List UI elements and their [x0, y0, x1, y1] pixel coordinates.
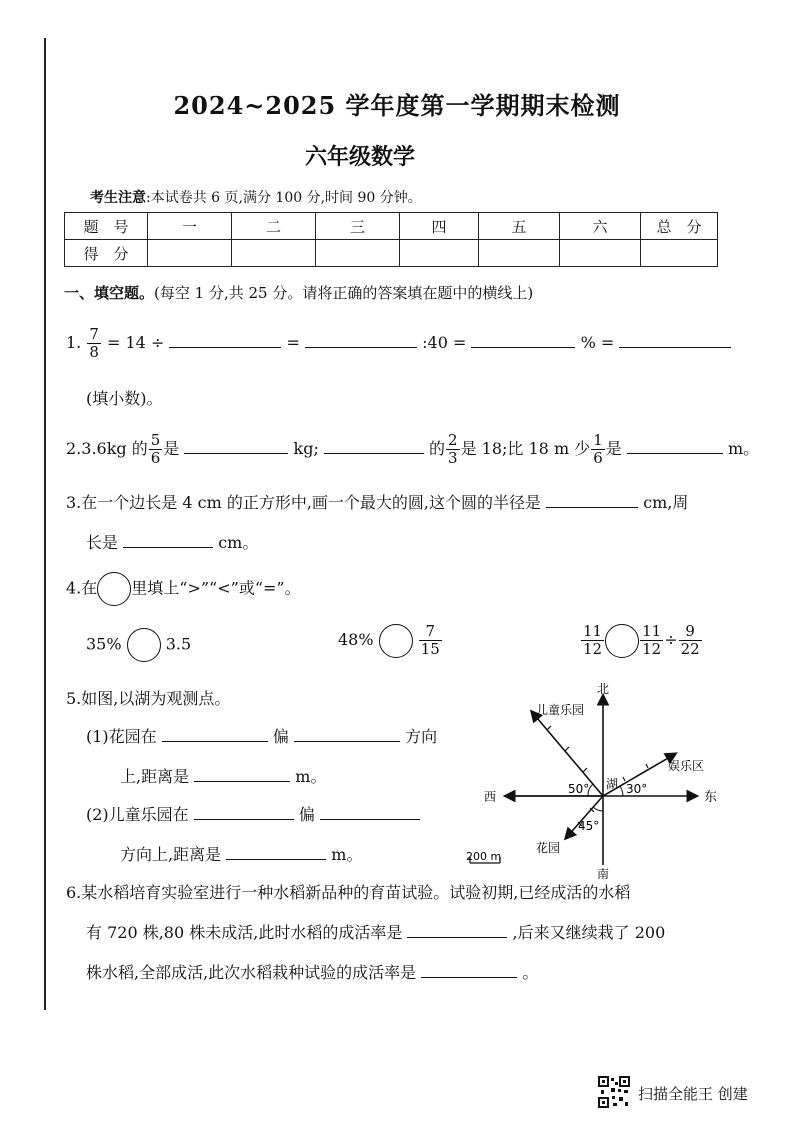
- q5-part-2-line-2: [120, 842, 362, 865]
- q1-blank-4[interactable]: [619, 346, 731, 348]
- q4-c1-circle[interactable]: [127, 628, 161, 662]
- score-header-row: [65, 213, 718, 240]
- q4-c3-operator: ÷: [664, 630, 678, 649]
- q6-blank-2[interactable]: [421, 976, 517, 978]
- q4-text-2: 里填上“>”“<”或“=”。: [131, 578, 301, 598]
- q4-c3-circle[interactable]: [605, 624, 639, 658]
- question-6: [66, 880, 630, 903]
- q4-c2-left: 48%: [338, 630, 374, 649]
- q1-text-1: = 14 ÷: [107, 333, 165, 352]
- q1-note: (填小数)。: [86, 389, 163, 408]
- qr-code-icon: [598, 1076, 630, 1108]
- map-scale-label: 200 m: [466, 850, 502, 863]
- direction-map-diagram: [466, 680, 730, 881]
- q5-number: 5.: [66, 689, 82, 708]
- q5-part-1-line-2: [120, 764, 326, 787]
- question-2: [66, 432, 759, 467]
- question-4: [66, 572, 301, 606]
- q5-p2-a: (2)儿童乐园在: [86, 805, 189, 824]
- q5-text-1: 如图,以湖为观测点。: [81, 689, 231, 708]
- q6-number: 6.: [66, 883, 82, 902]
- map-angle-45: 45°: [578, 819, 600, 833]
- q2-text-1: 3.6kg 的: [81, 439, 148, 458]
- q4-c3-right-fraction-1: [640, 623, 663, 658]
- q5-p2-blank-3[interactable]: [226, 858, 326, 860]
- binding-margin-line: [44, 38, 46, 1010]
- score-row-label: 得 分: [65, 240, 148, 267]
- map-south-label: 南: [597, 867, 610, 881]
- map-kids-park-label: 儿童乐园: [536, 703, 585, 717]
- question-3: [66, 490, 688, 513]
- map-west-label: 西: [484, 790, 497, 804]
- q2-f1-denominator: 6: [150, 449, 161, 467]
- score-cell-total: 总 分: [641, 213, 718, 240]
- q5-p1-c: 方向: [405, 727, 438, 746]
- q5-p1-e: m。: [295, 767, 327, 786]
- q2-blank-2[interactable]: [324, 452, 424, 454]
- q5-p2-blank-1[interactable]: [194, 818, 294, 820]
- q1-text-4: % =: [580, 333, 615, 352]
- map-east-label: 东: [704, 790, 718, 805]
- q4-c1-left: 35%: [86, 634, 122, 654]
- q5-p2-d: m。: [331, 845, 363, 864]
- map-north-label: 北: [597, 682, 610, 696]
- map-lake-label: 湖: [606, 777, 619, 791]
- q1-text-3: :40 =: [422, 333, 467, 352]
- q4-c3-r2-numerator: 9: [679, 623, 702, 641]
- q3-text-1: 在一个边长是 4 cm 的正方形中,画一个最大的圆,这个圆的半径是: [81, 493, 542, 512]
- score-cell-label: 题 号: [65, 213, 148, 240]
- section-1-heading: [64, 282, 533, 303]
- q4-compare-3: [580, 623, 703, 658]
- q4-c2-circle[interactable]: [379, 624, 413, 658]
- score-input[interactable]: [560, 240, 641, 267]
- score-cell-3: 三: [316, 213, 400, 240]
- q1-text-2: =: [286, 333, 300, 352]
- q5-p1-b: 偏: [272, 727, 289, 746]
- score-input[interactable]: [148, 240, 232, 267]
- q5-part-1: [86, 724, 437, 747]
- q5-p1-d: 上,距离是: [120, 767, 190, 786]
- q2-f2-denominator: 3: [448, 449, 458, 467]
- q3-text-4: cm。: [218, 533, 259, 552]
- q3-blank-1[interactable]: [546, 506, 638, 508]
- score-input[interactable]: [641, 240, 718, 267]
- score-input[interactable]: [232, 240, 316, 267]
- q2-text-6: 是: [605, 439, 622, 458]
- score-input[interactable]: [400, 240, 479, 267]
- q5-p1-a: (1)花园在: [86, 727, 157, 746]
- q4-circle-example: [97, 572, 131, 606]
- q6-line-3: [86, 960, 538, 983]
- map-angle-50: 50°: [568, 782, 590, 796]
- q4-c3-r2-denominator: 22: [680, 640, 700, 658]
- q6-blank-1[interactable]: [407, 936, 507, 938]
- q2-number: 2.: [66, 439, 82, 458]
- exam-notice: [90, 187, 422, 207]
- q2-fraction-1: [149, 432, 163, 467]
- map-amusement-label: 娱乐区: [668, 759, 705, 773]
- q3-blank-2[interactable]: [123, 546, 213, 548]
- q4-c2-numerator: 7: [419, 623, 442, 641]
- q5-p1-blank-2[interactable]: [294, 740, 400, 742]
- q2-f3-denominator: 6: [593, 449, 603, 467]
- q4-c3-right-fraction-2: [679, 623, 702, 658]
- q1-blank-3[interactable]: [471, 346, 575, 348]
- q6-text-3b: 。: [522, 963, 539, 982]
- exam-subtitle: 六年级数学: [304, 145, 415, 170]
- question-1: [66, 326, 731, 361]
- q4-c3-r1-numerator: 11: [642, 622, 662, 640]
- q1-blank-1[interactable]: [169, 346, 281, 348]
- q1-fraction: [87, 326, 101, 361]
- q1-frac-numerator: 7: [89, 325, 99, 343]
- q6-line-2: [86, 920, 665, 943]
- q3-text-3: 长是: [86, 533, 119, 552]
- q1-frac-denominator: 8: [89, 343, 99, 361]
- map-garden-label: 花园: [536, 841, 561, 855]
- q3-number: 3.: [66, 493, 82, 512]
- q4-c3-denominator: 12: [583, 640, 603, 658]
- q5-p2-blank-2[interactable]: [320, 818, 420, 820]
- notice-label: 考生注意: [90, 190, 146, 206]
- q2-text-3: kg;: [293, 439, 319, 458]
- q6-text-2b: ,后来又继续栽了 200: [512, 923, 666, 942]
- score-input[interactable]: [316, 240, 400, 267]
- q3-text-2: cm,周: [643, 493, 689, 512]
- score-table: [64, 212, 718, 267]
- q4-text-1: 在: [81, 578, 98, 598]
- q4-c3-left-fraction: [581, 623, 604, 658]
- question-5: [66, 686, 230, 709]
- exam-title: 2024~2025 学年度第一学期期末检测: [173, 91, 621, 120]
- score-value-row: [65, 240, 718, 267]
- q2-f1-numerator: 5: [150, 431, 161, 449]
- score-cell-1: 一: [148, 213, 232, 240]
- section-1-title: 一、填空题。: [64, 284, 155, 302]
- q6-text-3a: 株水稻,全部成活,此次水稻栽种试验的成活率是: [86, 963, 417, 982]
- q2-f2-numerator: 2: [448, 431, 458, 449]
- q5-p2-c: 方向上,距离是: [120, 845, 222, 864]
- q2-text-2: 是: [163, 439, 180, 458]
- q2-text-4: 的: [429, 439, 446, 458]
- q5-p2-b: 偏: [298, 805, 315, 824]
- section-1-instruction: (每空 1 分,共 25 分。请将正确的答案填在题中的横线上): [154, 284, 534, 302]
- q4-c2-fraction: [419, 623, 442, 658]
- q6-text-2a: 有 720 株,80 株未成活,此时水稻的成活率是: [86, 923, 403, 942]
- q5-p1-blank-1[interactable]: [162, 740, 268, 742]
- q1-number: 1.: [66, 333, 82, 352]
- q2-text-7: m。: [727, 439, 760, 458]
- score-cell-5: 五: [479, 213, 560, 240]
- q2-f3-numerator: 1: [593, 431, 603, 449]
- map-angle-30: 30°: [626, 782, 648, 796]
- q4-compare-2: [338, 623, 443, 658]
- q4-c3-numerator: 11: [583, 622, 603, 640]
- score-cell-4: 四: [400, 213, 479, 240]
- q4-number: 4.: [66, 578, 82, 598]
- q1-blank-2[interactable]: [305, 346, 417, 348]
- q2-fraction-2: [446, 432, 460, 467]
- scanner-watermark: 扫描全能王 创建: [638, 1085, 748, 1103]
- q4-c1-right: 3.5: [165, 634, 192, 654]
- q2-blank-1[interactable]: [184, 452, 288, 454]
- question-3-line-2: [86, 530, 258, 553]
- score-cell-6: 六: [560, 213, 641, 240]
- q5-part-2: [86, 802, 420, 825]
- score-cell-2: 二: [232, 213, 316, 240]
- q4-c2-denominator: 15: [420, 640, 440, 658]
- q4-compare-1: [86, 628, 191, 662]
- q2-fraction-3: [591, 432, 605, 467]
- q2-text-5: 是 18;比 18 m 少: [460, 439, 591, 458]
- q2-blank-3[interactable]: [627, 452, 723, 454]
- q5-p1-blank-3[interactable]: [194, 780, 290, 782]
- score-input[interactable]: [479, 240, 560, 267]
- q4-c3-r1-denominator: 12: [642, 640, 662, 658]
- notice-text: :本试卷共 6 页,满分 100 分,时间 90 分钟。: [146, 190, 422, 206]
- q6-line-1: 某水稻培育实验室进行一种水稻新品种的育苗试验。试验初期,已经成活的水稻: [81, 883, 631, 902]
